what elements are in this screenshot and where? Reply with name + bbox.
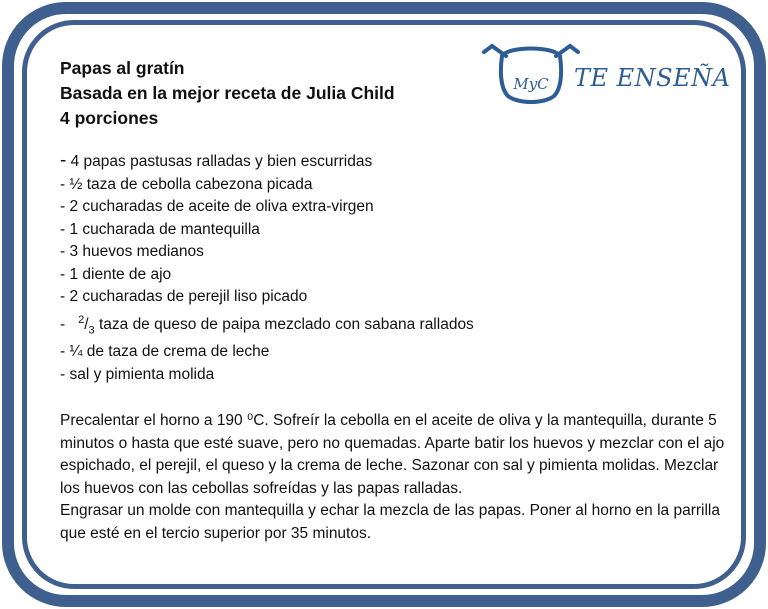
ingredient-item-fraction: - $^2/_3$ taza de queso de paipa mezclado con sabana rallados [60, 313, 474, 336]
ingredient-list [60, 150, 740, 386]
servings-line: 4 porciones [60, 108, 159, 128]
ingredient-item: - 1 cucharada de mantequilla [60, 220, 260, 238]
recipe-card [60, 56, 740, 545]
title-line: Papas al gratín [60, 58, 185, 78]
subtitle-line: Basada en la mejor receta de Julia Child [60, 83, 395, 103]
ingredient-item: - ½ taza de cebolla cabezona picada [60, 175, 313, 193]
ingredient-item: - 3 huevos medianos [60, 243, 204, 260]
ingredient-item: - 4 papas pastusas ralladas y bien escurridas [60, 150, 373, 171]
instructions-paragraph: Engrasar un molde con mantequilla y echar la mezcla de las papas. Poner al horno en la parrilla que esté en el tercio superior por 35 minutos. [60, 502, 720, 542]
brand-text: TE ENSEÑA [574, 64, 731, 92]
ingredient-item: - 2 cucharadas de aceite de oliva extra-virgen [60, 198, 374, 215]
ingredient-item: - ¼ de taza de crema de leche [60, 343, 270, 361]
recipe-title [60, 56, 740, 131]
ingredient-item: - 2 cucharadas de perejil liso picado [60, 288, 308, 305]
ingredient-item: - 1 diente de ajo [60, 265, 172, 283]
logo-monogram: MyC [513, 75, 549, 93]
ingredient-item: - sal y pimienta molida [60, 365, 215, 383]
instructions-paragraph: Precalentar el horno a 190 ⁰C. Sofreír la cebolla en el aceite de oliva y la mantequilla, durante 5 minutos o hasta que esté suave, pero no quemadas. Aparte batir los huevos y mezclar con el ajo espichado, el perejil, el queso y la crema de leche. Sazonar con sal y pimienta molidas. Mezclar los huevos con las cebollas sofreídas y las papas ralladas. [60, 412, 725, 497]
